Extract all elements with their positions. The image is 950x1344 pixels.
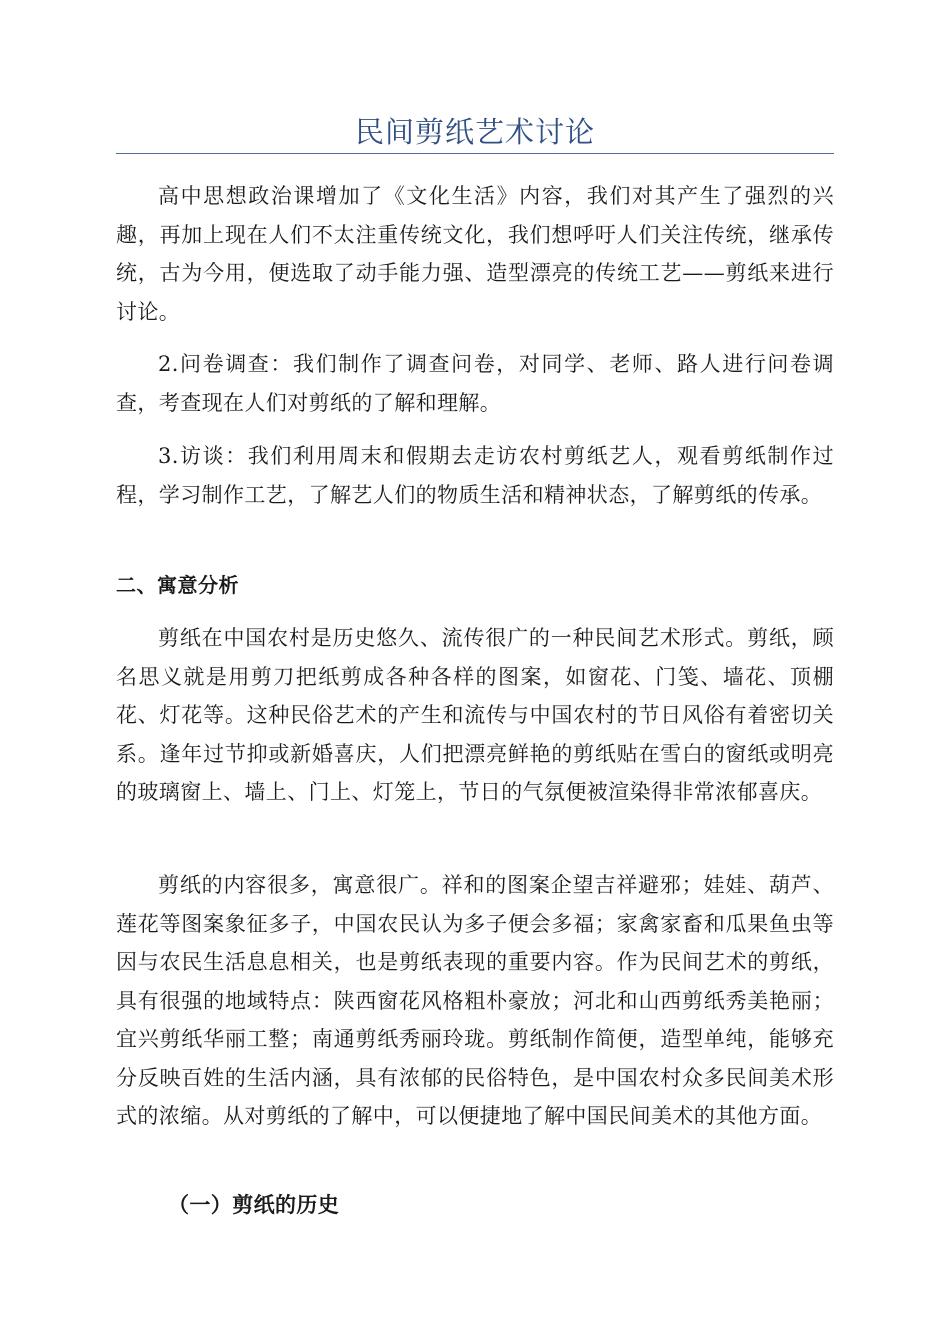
survey-paragraph: 2.问卷调查：我们制作了调查问卷，对同学、老师、路人进行问卷调查，考查现在人们对剪纸的了解和理解。 (116, 352, 834, 415)
document-title: 民间剪纸艺术讨论 (354, 115, 595, 149)
meaning-paragraph-1: 剪纸在中国农村是历史悠久、流传很广的一种民间艺术形式。剪纸，顾名思义就是用剪刀把纸剪成各种各样的图案，如窗花、门笺、墙花、顶棚花、灯花等。这种民俗艺术的产生和流传与中国农村的节日风俗有着密切关系。逢年过节抑或新婚喜庆，人们把漂亮鲜艳的剪纸贴在雪白的窗纸或明亮的玻璃窗上、墙上、门上、灯笼上，节日的气氛便被渲染得非常浓郁喜庆。 (116, 626, 834, 804)
subsection-heading-history: （一）剪纸的历史 (168, 1192, 340, 1217)
section-heading-meaning: 二、寓意分析 (116, 573, 239, 597)
title-underline (116, 153, 834, 154)
intro-paragraph: 高中思想政治课增加了《文化生活》内容，我们对其产生了强烈的兴趣，再加上现在人们不太注重传统文化，我们想呼吁人们关注传统，继承传统，古为今用，便选取了动手能力强、造型漂亮的传统工艺——剪纸来进行讨论。 (116, 184, 834, 324)
meaning-paragraph-2: 剪纸的内容很多，寓意很广。祥和的图案企望吉祥避邪；娃娃、葫芦、莲花等图案象征多子，中国农民认为多子便会多福；家禽家畜和瓜果鱼虫等因与农民生活息息相关，也是剪纸表现的重要内容。作为民间艺术的剪纸，具有很强的地域特点：陕西窗花风格粗朴豪放；河北和山西剪纸秀美艳丽；宜兴剪纸华丽工整；南通剪纸秀丽玲珑。剪纸制作简便，造型单纯，能够充分反映百姓的生活内涵，具有浓郁的民俗特色，是中国农村众多民间美术形式的浓缩。从对剪纸的了解中，可以便捷地了解中国民间美术的其他方面。 (116, 873, 834, 1128)
interview-paragraph: 3.访谈：我们利用周末和假期去走访农村剪纸艺人，观看剪纸制作过程，学习制作工艺，了解艺人们的物质生活和精神状态，了解剪纸的传承。 (116, 444, 834, 507)
